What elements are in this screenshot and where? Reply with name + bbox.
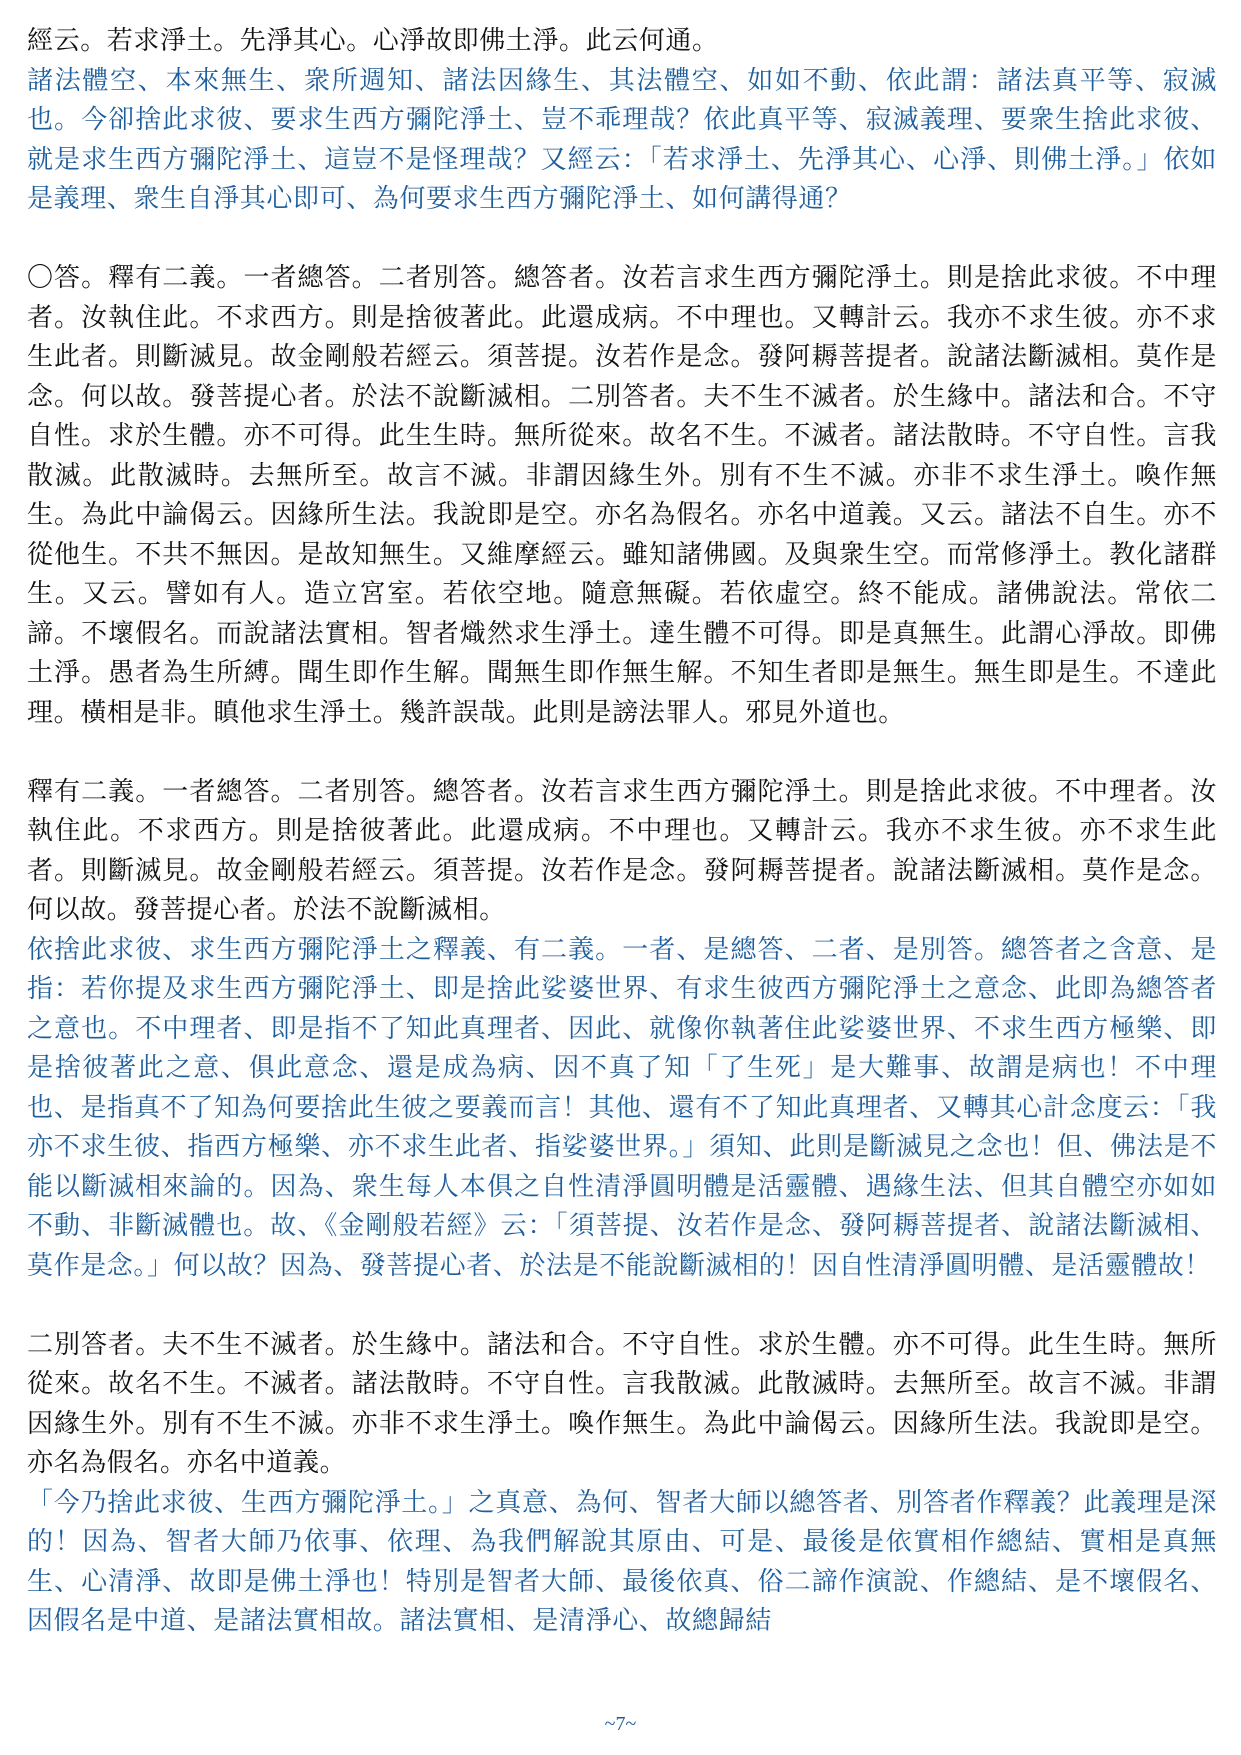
paragraph-spacer [27, 1286, 1217, 1326]
document-page [27, 22, 1217, 1642]
sutra-question-text: 經云。若求淨土。先淨其心。心淨故即佛土淨。此云何通。 [27, 26, 719, 56]
specific-answer-commentary: 「今乃捨此求彼、生西方彌陀淨土。」之真意、為何、智者大師以總答者、別答者作釋義？此義理是深的！因為、智者大師乃依事、依理、為我們解說其原由、可是、最後是依實相作總結、實相是真無生、心清淨、故即是佛土淨也！特別是智者大師、最後依真、俗二諦作演說、作總結、是不壞假名、因假名是中道、是諸法實相故。諸法實相、是清淨心、故總歸結 [27, 1487, 1217, 1636]
sutra-answer-text: 〇答。釋有二義。一者總答。二者別答。總答者。汝若言求生西方彌陀淨土。則是捨此求彼。不中理者。汝執住此。不求西方。則是捨彼著此。此還成病。不中理也。又轉計云。我亦不求生彼。亦不求生此者。則斷滅見。故金剛般若經云。須菩提。汝若作是念。發阿耨菩提者。說諸法斷滅相。莫作是念。何以故。發菩提心者。於法不說斷滅相。二別答者。夫不生不滅者。於生緣中。諸法和合。不守自性。求於生體。亦不可得。此生生時。無所從來。故名不生。不滅者。諸法散時。不守自性。言我散滅。此散滅時。去無所至。故言不滅。非謂因緣生外。別有不生不滅。亦非不求生淨土。喚作無生。為此中論偈云。因緣所生法。我說即是空。亦名為假名。亦名中道義。又云。諸法不自生。亦不從他生。不共不無因。是故知無生。又維摩經云。雖知諸佛國。及與衆生空。而常修淨土。教化諸群生。又云。譬如有人。造立宮室。若依空地。隨意無礙。若依虛空。終不能成。諸佛說法。常依二諦。不壞假名。而說諸法實相。智者熾然求生淨土。達生體不可得。即是真無生。此謂心淨故。即佛土淨。愚者為生所縛。聞生即作生解。聞無生即作無生解。不知生者即是無生。無生即是生。不達此理。橫相是非。瞋他求生淨土。幾許誤哉。此則是謗法罪人。邪見外道也。 [27, 263, 1217, 728]
paragraph-spacer [27, 733, 1217, 773]
specific-answer-quote: 二別答者。夫不生不滅者。於生緣中。諸法和合。不守自性。求於生體。亦不可得。此生生時。無所從來。故名不生。不滅者。諸法散時。不守自性。言我散滅。此散滅時。去無所至。故言不滅。非謂因緣生外。別有不生不滅。亦非不求生淨土。喚作無生。為此中論偈云。因緣所生法。我說即是空。亦名為假名。亦名中道義。 [27, 1329, 1217, 1478]
paragraph-spacer [27, 220, 1217, 260]
page-number: ~7~ [604, 1713, 637, 1735]
commentary-question-text: 諸法體空、本來無生、衆所週知、諸法因緣生、其法體空、如如不動、依此謂：諸法真平等、寂滅也。今卻捨此求彼、要求生西方彌陀淨土、豈不乖理哉？依此真平等、寂滅義理、要衆生捨此求彼、就是求生西方彌陀淨土、這豈不是怪理哉？又經云：「若求淨土、先淨其心、心淨、則佛土淨。」依如是義理、衆生自淨其心即可、為何要求生西方彌陀淨土、如何講得通？ [27, 65, 1217, 214]
general-answer-commentary: 依捨此求彼、求生西方彌陀淨土之釋義、有二義。一者、是總答、二者、是別答。總答者之含意、是指：若你提及求生西方彌陀淨土、即是捨此娑婆世界、有求生彼西方彌陀淨土之意念、此即為總答者之意也。不中理者、即是指不了知此真理者、因此、就像你執著住此娑婆世界、不求生西方極樂、即是捨彼著此之意、俱此意念、還是成為病、因不真了知「了生死」是大難事、故謂是病也！不中理也、是指真不了知為何要捨此生彼之要義而言！其他、還有不了知此真理者、又轉其心計念度云：「我亦不求生彼、指西方極樂、亦不求生此者、指娑婆世界。」須知、此則是斷滅見之念也！但、佛法是不能以斷滅相來論的。因為、衆生每人本俱之自性清淨圓明體是活靈體、遇緣生法、但其自體空亦如如不動、非斷滅體也。故、《金剛般若經》云：「須菩提、汝若作是念、發阿耨菩提者、說諸法斷滅相、莫作是念。」何以故？因為、發菩提心者、於法是不能說斷滅相的！因自性清淨圓明體、是活靈體故！ [27, 934, 1217, 1281]
general-answer-quote: 釋有二義。一者總答。二者別答。總答者。汝若言求生西方彌陀淨土。則是捨此求彼。不中理者。汝執住此。不求西方。則是捨彼著此。此還成病。不中理也。又轉計云。我亦不求生彼。亦不求生此者。則斷滅見。故金剛般若經云。須菩提。汝若作是念。發阿耨菩提者。說諸法斷滅相。莫作是念。何以故。發菩提心者。於法不說斷滅相。 [27, 776, 1217, 925]
